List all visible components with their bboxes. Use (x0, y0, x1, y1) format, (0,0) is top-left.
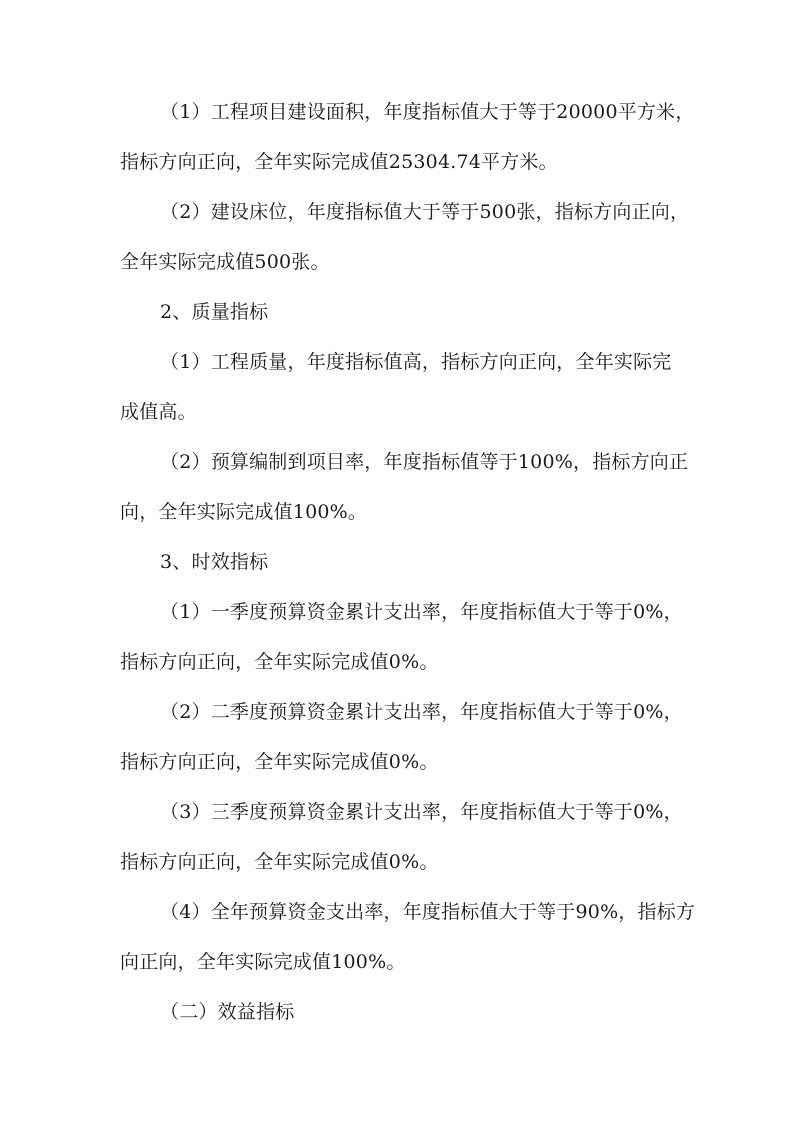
paragraph-line: （1）一季度预算资金累计支出率，年度指标值大于等于0%， (160, 601, 683, 623)
paragraph-line: 指标方向正向，全年实际完成值0%。 (120, 851, 439, 873)
paragraph-line: 向，全年实际完成值100%。 (120, 501, 368, 523)
paragraph-line: （2）建设床位，年度指标值大于等于500张，指标方向正向， (160, 201, 690, 223)
section-heading: 3、时效指标 (160, 551, 269, 573)
paragraph-line: （1）工程项目建设面积，年度指标值大于等于20000平方米， (160, 101, 695, 123)
paragraph-line: （4）全年预算资金支出率，年度指标值大于等于90%，指标方 (160, 901, 696, 923)
paragraph-line: 指标方向正向，全年实际完成值0%。 (120, 751, 439, 773)
paragraph-line: （1）工程质量，年度指标值高，指标方向正向，全年实际完 (160, 351, 672, 373)
section-heading: 2、质量指标 (160, 301, 269, 323)
paragraph-line: （2）二季度预算资金累计支出率，年度指标值大于等于0%， (160, 701, 683, 723)
paragraph-line: 成值高。 (120, 401, 197, 423)
paragraph-line: （3）三季度预算资金累计支出率，年度指标值大于等于0%， (160, 801, 683, 823)
paragraph-line: 全年实际完成值500张。 (120, 251, 330, 273)
paragraph-line: 指标方向正向，全年实际完成值0%。 (120, 651, 439, 673)
section-heading: （二）效益指标 (160, 1001, 295, 1023)
paragraph-line: 指标方向正向，全年实际完成值25304.74平方米。 (120, 151, 558, 173)
paragraph-line: 向正向，全年实际完成值100%。 (120, 951, 406, 973)
paragraph-line: （2）预算编制到项目率，年度指标值等于100%，指标方向正 (160, 451, 689, 473)
